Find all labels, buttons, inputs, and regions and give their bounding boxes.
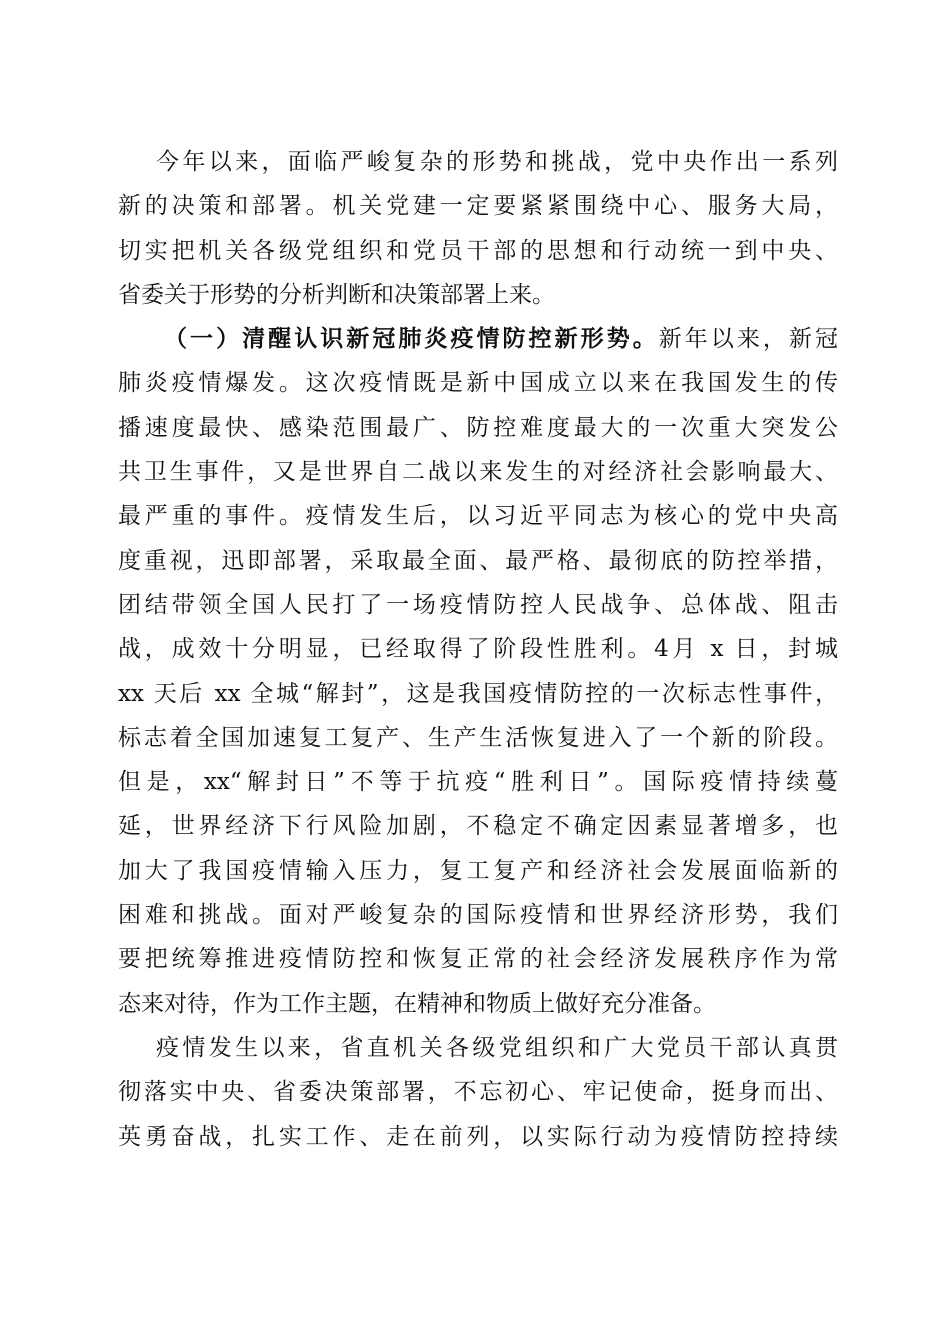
paragraph-line: 肺炎疫情爆发。这次疫情既是新中国成立以来在我国发生的传 (118, 370, 838, 397)
paragraph-line: 英勇奋战，扎实工作、走在前列，以实际行动为疫情防控持续 (118, 1123, 838, 1150)
paragraph-intro (118, 140, 838, 317)
paragraph-line: 团结带领全国人民打了一场疫情防控人民战争、总体战、阻击 (118, 591, 838, 618)
section-heading: （一）清醒认识新冠肺炎疫情防控新形势。 (164, 325, 659, 353)
paragraph-party-response (118, 1026, 838, 1159)
paragraph-line: 切实把机关各级党组织和党员干部的思想和行动统一到中央、 (118, 237, 838, 264)
paragraph-line: 今年以来，面临严峻复杂的形势和挑战，党中央作出一系列 (156, 149, 838, 175)
paragraph-line: 加大了我国疫情输入压力，复工复产和经济社会发展面临新的 (118, 857, 838, 884)
paragraph-heading-line (118, 317, 838, 361)
paragraph-line: 新的决策和部署。机关党建一定要紧紧围绕中心、服务大局， (118, 193, 838, 220)
paragraph-line: 困难和挑战。面对严峻复杂的国际疫情和世界经济形势，我们 (118, 902, 838, 929)
paragraph-line: 但是，xx“解封日”不等于抗疫“胜利日”。国际疫情持续蔓 (118, 769, 838, 796)
paragraph-line: 标志着全国加速复工复产、生产生活恢复进入了一个新的阶段。 (118, 724, 838, 751)
heading-line-rest: 新年以来，新冠 (658, 326, 839, 353)
paragraph-line: 战，成效十分明显，已经取得了阶段性胜利。4月 x 日，封城 (118, 636, 838, 663)
paragraph-line: 彻落实中央、省委决策部署，不忘初心、牢记使命，挺身而出、 (118, 1079, 838, 1106)
paragraph-line: 延，世界经济下行风险加剧，不稳定不确定因素显著增多，也 (118, 813, 838, 840)
paragraph-line: xx 天后 xx 全城“解封”，这是我国疫情防控的一次标志性事件， (118, 680, 838, 707)
paragraph-line: 共卫生事件，又是世界自二战以来发生的对经济社会影响最大、 (118, 459, 838, 486)
paragraph-line: 疫情发生以来，省直机关各级党组织和广大党员干部认真贯 (156, 1034, 838, 1061)
document-body (118, 140, 838, 1159)
paragraph-line: 播速度最快、感染范围最广、防控难度最大的一次重大突发公 (118, 414, 838, 441)
paragraph-epidemic-situation (118, 317, 838, 1026)
paragraph-line: 最严重的事件。疫情发生后，以习近平同志为核心的党中央高 (118, 503, 838, 530)
paragraph-line: 省委关于形势的分析判断和决策部署上来。 (118, 281, 555, 308)
paragraph-line: 要把统筹推进疫情防控和恢复正常的社会经济发展秩序作为常 (118, 946, 838, 973)
paragraph-line: 度重视，迅即部署，采取最全面、最严格、最彻底的防控举措， (118, 547, 838, 574)
paragraph-line: 态来对待，作为工作主题，在精神和物质上做好充分准备。 (118, 990, 716, 1017)
